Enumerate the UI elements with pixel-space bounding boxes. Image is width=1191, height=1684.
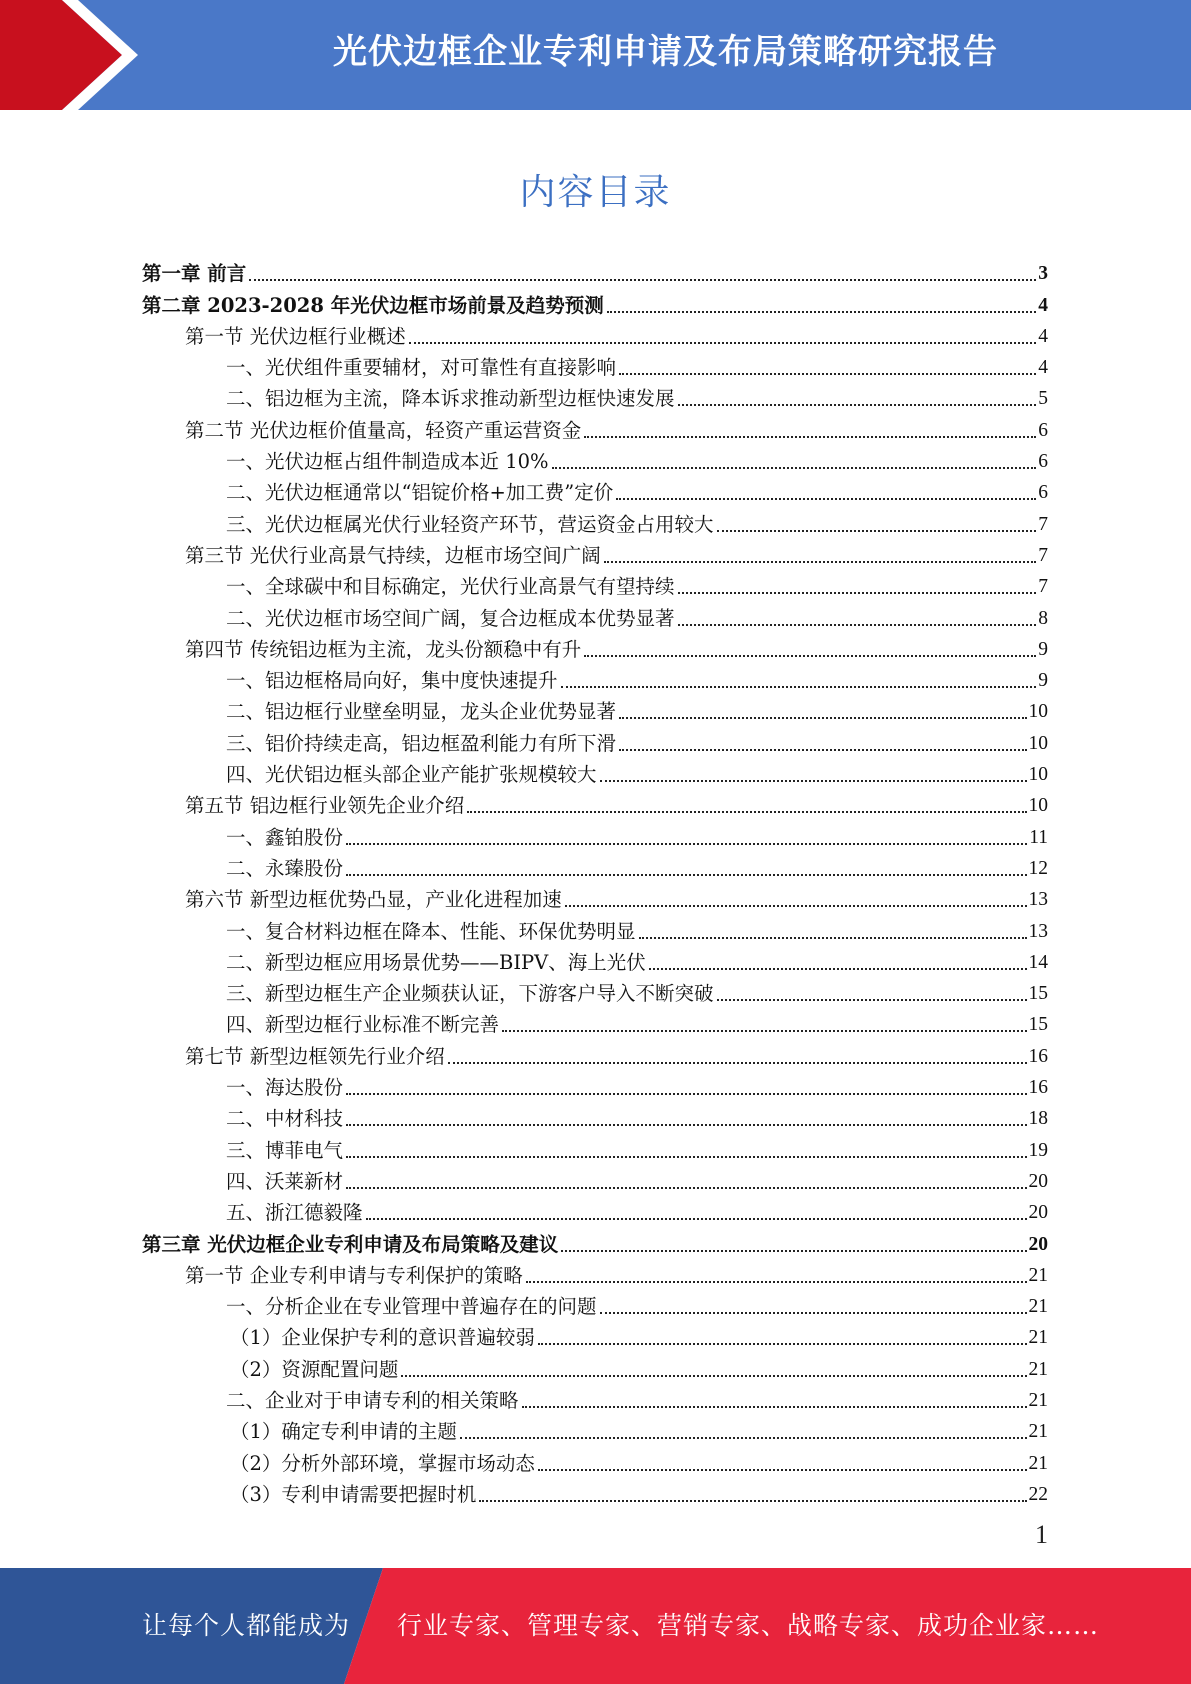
toc-entry-title: （1）确定专利申请的主题 — [230, 1420, 457, 1444]
toc-dot-leader — [526, 1281, 1027, 1283]
toc-entry-page: 14 — [1028, 951, 1048, 973]
toc-entry-page: 7 — [1038, 576, 1048, 598]
toc-entry[interactable] — [142, 1006, 1048, 1037]
toc-entry[interactable] — [142, 255, 1048, 286]
toc-entry-title: 二、中材科技 — [226, 1107, 344, 1131]
toc-entry-title: 三、博菲电气 — [226, 1138, 344, 1162]
toc-dot-leader — [346, 1187, 1026, 1189]
toc-entry[interactable] — [142, 380, 1048, 411]
toc-dot-leader — [619, 749, 1026, 751]
toc-entry[interactable] — [142, 411, 1048, 442]
toc-entry[interactable] — [142, 1350, 1048, 1381]
toc-entry[interactable] — [142, 1163, 1048, 1194]
toc-dot-leader — [479, 1500, 1026, 1502]
toc-entry-title: 第六节 新型边框优势凸显，产业化进程加速 — [185, 888, 562, 912]
toc-dot-leader — [607, 311, 1037, 313]
footer-slogan-right: 行业专家、管理专家、营销专家、战略专家、成功企业家…… — [397, 1611, 1100, 1640]
toc-entry-title: 三、铝价持续走高，铝边框盈利能力有所下滑 — [226, 731, 617, 755]
toc-entry[interactable] — [142, 1131, 1048, 1162]
toc-entry-title: （2）分析外部环境，掌握市场动态 — [230, 1451, 535, 1475]
toc-dot-leader — [717, 999, 1027, 1001]
toc-entry-title: 一、光伏组件重要辅材，对可靠性有直接影响 — [226, 356, 617, 380]
toc-dot-leader — [561, 1250, 1026, 1252]
toc-entry[interactable] — [142, 537, 1048, 568]
toc-entry-page: 5 — [1038, 388, 1048, 410]
toc-entry-page: 9 — [1038, 638, 1048, 660]
toc-entry-title: 四、沃莱新材 — [226, 1169, 344, 1193]
toc-dot-leader — [678, 592, 1037, 594]
toc-entry-title: 第一节 企业专利申请与专利保护的策略 — [185, 1263, 523, 1287]
toc-entry-title: 四、新型边框行业标准不断完善 — [226, 1013, 500, 1037]
toc-entry-page: 18 — [1028, 1108, 1048, 1130]
toc-entry[interactable] — [142, 349, 1048, 380]
toc-entry[interactable] — [142, 787, 1048, 818]
toc-entry-page: 20 — [1028, 1202, 1048, 1224]
toc-entry-page: 21 — [1028, 1264, 1048, 1286]
toc-entry-page: 16 — [1028, 1077, 1048, 1099]
toc-entry-page: 22 — [1028, 1483, 1048, 1505]
toc-entry-page: 6 — [1038, 419, 1048, 441]
toc-dot-leader — [346, 874, 1026, 876]
toc-entry-page: 4 — [1038, 325, 1048, 347]
toc-entry[interactable] — [142, 318, 1048, 349]
toc-dot-leader — [552, 467, 1037, 469]
toc-dot-leader — [467, 811, 1026, 813]
toc-entry-title: 第五节 铝边框行业领先企业介绍 — [185, 794, 465, 818]
toc-entry[interactable] — [142, 693, 1048, 724]
toc-entry-page: 21 — [1028, 1296, 1048, 1318]
toc-entry[interactable] — [142, 1037, 1048, 1068]
toc-heading: 内容目录 — [519, 172, 672, 213]
toc-entry-page: 4 — [1038, 357, 1048, 379]
toc-entry[interactable] — [142, 1288, 1048, 1319]
toc-dot-leader — [346, 843, 1027, 845]
toc-dot-leader — [346, 1093, 1026, 1095]
toc-entry-page: 21 — [1028, 1389, 1048, 1411]
toc-entry-page: 21 — [1028, 1452, 1048, 1474]
toc-entry-page: 15 — [1028, 1014, 1048, 1036]
toc-entry-page: 21 — [1028, 1358, 1048, 1380]
toc-entry[interactable] — [142, 1319, 1048, 1350]
toc-entry[interactable] — [142, 599, 1048, 630]
toc-entry-title: （3）专利申请需要把握时机 — [230, 1482, 477, 1506]
toc-entry-title: 第二章 2023-2028 年光伏边框市场前景及趋势预测 — [142, 293, 604, 317]
footer-banner — [0, 1568, 1191, 1684]
toc-dot-leader — [448, 1062, 1027, 1064]
toc-entry[interactable] — [142, 944, 1048, 975]
toc-dot-leader — [600, 780, 1027, 782]
toc-dot-leader — [717, 530, 1037, 532]
toc-entry[interactable] — [142, 568, 1048, 599]
toc-entry[interactable] — [142, 724, 1048, 755]
toc-entry-title: 一、铝边框格局向好，集中度快速提升 — [226, 669, 558, 693]
toc-entry-title: 二、光伏边框市场空间广阔，复合边框成本优势显著 — [226, 606, 675, 630]
toc-entry-title: 一、全球碳中和目标确定，光伏行业高景气有望持续 — [226, 575, 675, 599]
toc-entry-page: 10 — [1028, 701, 1048, 723]
toc-entry[interactable] — [142, 286, 1048, 317]
toc-entry-title: 五、浙江德毅隆 — [226, 1201, 363, 1225]
toc-dot-leader — [678, 624, 1037, 626]
toc-entry-title: 一、复合材料边框在降本、性能、环保优势明显 — [226, 919, 636, 943]
toc-entry-page: 15 — [1028, 983, 1048, 1005]
toc-entry[interactable] — [142, 912, 1048, 943]
toc-entry-title: 第三节 光伏行业高景气持续，边框市场空间广阔 — [185, 543, 601, 567]
toc-entry[interactable] — [142, 1069, 1048, 1100]
toc-entry[interactable] — [142, 1194, 1048, 1225]
toc-entry-title: （1）企业保护专利的意识普遍较弱 — [230, 1326, 535, 1350]
toc-entry-page: 11 — [1029, 826, 1048, 848]
toc-entry-title: 一、光伏边框占组件制造成本近 10% — [226, 450, 549, 474]
toc-entry-page: 21 — [1028, 1421, 1048, 1443]
toc-entry[interactable] — [142, 662, 1048, 693]
toc-dot-leader — [522, 1406, 1027, 1408]
toc-entry-title: 第四节 传统铝边框为主流，龙头份额稳中有升 — [185, 637, 582, 661]
toc-entry[interactable] — [142, 850, 1048, 881]
toc-entry[interactable] — [142, 1382, 1048, 1413]
toc-entry-page: 21 — [1028, 1327, 1048, 1349]
toc-entry-page: 10 — [1028, 764, 1048, 786]
toc-entry-title: 一、分析企业在专业管理中普遍存在的问题 — [226, 1295, 597, 1319]
toc-entry[interactable] — [142, 756, 1048, 787]
toc-entry-title: 二、永臻股份 — [226, 856, 344, 880]
toc-dot-leader — [619, 717, 1026, 719]
toc-dot-leader — [584, 436, 1036, 438]
toc-entry[interactable] — [142, 881, 1048, 912]
toc-entry[interactable] — [142, 1100, 1048, 1131]
chevron-arrow-icon — [0, 0, 160, 110]
toc-dot-leader — [249, 279, 1036, 281]
toc-dot-leader — [604, 561, 1037, 563]
toc-entry[interactable] — [142, 474, 1048, 505]
toc-dot-leader — [538, 1469, 1027, 1471]
toc-entry-title: 三、新型边框生产企业频获认证，下游客户导入不断突破 — [226, 982, 714, 1006]
toc-dot-leader — [401, 1375, 1026, 1377]
table-of-contents — [142, 255, 1048, 1507]
toc-entry-page: 8 — [1038, 607, 1048, 629]
toc-entry-page: 6 — [1038, 482, 1048, 504]
toc-entry-title: 第三章 光伏边框企业专利申请及布局策略及建议 — [142, 1232, 559, 1256]
toc-entry-title: 一、鑫铂股份 — [226, 825, 344, 849]
toc-entry-page: 12 — [1028, 857, 1048, 879]
toc-entry[interactable] — [142, 1225, 1048, 1256]
toc-entry-page: 4 — [1038, 294, 1048, 316]
toc-entry[interactable] — [142, 975, 1048, 1006]
toc-entry-page: 20 — [1028, 1233, 1048, 1255]
toc-entry-title: 第一章 前言 — [142, 262, 247, 286]
page-number: 1 — [1035, 1520, 1048, 1549]
toc-entry-title: 二、新型边框应用场景优势——BIPV、海上光伏 — [226, 950, 646, 974]
toc-entry-title: 三、光伏边框属光伏行业轻资产环节，营运资金占用较大 — [226, 512, 714, 536]
toc-entry-title: 二、光伏边框通常以“铝锭价格+加工费”定价 — [226, 481, 614, 505]
toc-entry-page: 6 — [1038, 451, 1048, 473]
toc-entry-page: 7 — [1038, 544, 1048, 566]
toc-dot-leader — [678, 404, 1037, 406]
toc-entry[interactable] — [142, 443, 1048, 474]
toc-dot-leader — [538, 1343, 1027, 1345]
toc-dot-leader — [584, 655, 1036, 657]
toc-dot-leader — [565, 905, 1027, 907]
header-banner — [0, 0, 1191, 110]
toc-entry-page: 20 — [1028, 1170, 1048, 1192]
toc-entry-page: 10 — [1028, 795, 1048, 817]
toc-entry[interactable] — [142, 818, 1048, 849]
toc-entry-title: 二、铝边框行业壁垒明显，龙头企业优势显著 — [226, 700, 617, 724]
toc-dot-leader — [502, 1030, 1026, 1032]
toc-dot-leader — [600, 1312, 1027, 1314]
toc-dot-leader — [460, 1437, 1027, 1439]
toc-entry-title: （2）资源配置问题 — [230, 1357, 399, 1381]
report-title: 光伏边框企业专利申请及布局策略研究报告 — [333, 32, 998, 72]
toc-entry-title: 第七节 新型边框领先行业介绍 — [185, 1044, 445, 1068]
toc-entry-page: 10 — [1028, 732, 1048, 754]
toc-entry-title: 二、铝边框为主流，降本诉求推动新型边框快速发展 — [226, 387, 675, 411]
toc-entry[interactable] — [142, 1257, 1048, 1288]
toc-entry[interactable] — [142, 505, 1048, 536]
toc-entry-page: 9 — [1038, 670, 1048, 692]
toc-entry-page: 13 — [1028, 920, 1048, 942]
toc-entry-title: 第一节 光伏边框行业概述 — [185, 324, 406, 348]
toc-dot-leader — [409, 342, 1037, 344]
toc-entry-page: 13 — [1028, 889, 1048, 911]
toc-dot-leader — [366, 1218, 1027, 1220]
toc-entry[interactable] — [142, 631, 1048, 662]
toc-dot-leader — [616, 498, 1036, 500]
toc-dot-leader — [346, 1124, 1026, 1126]
toc-entry-title: 四、光伏铝边框头部企业产能扩张规模较大 — [226, 763, 597, 787]
toc-entry-page: 16 — [1028, 1045, 1048, 1067]
toc-dot-leader — [619, 373, 1036, 375]
toc-entry[interactable] — [142, 1476, 1048, 1507]
toc-dot-leader — [649, 968, 1027, 970]
toc-dot-leader — [561, 686, 1037, 688]
toc-entry[interactable] — [142, 1413, 1048, 1444]
toc-entry[interactable] — [142, 1444, 1048, 1475]
toc-dot-leader — [346, 1156, 1026, 1158]
toc-entry-page: 3 — [1038, 263, 1048, 285]
footer-slogan-left: 让每个人都能成为 — [142, 1611, 351, 1640]
toc-entry-title: 第二节 光伏边框价值量高，轻资产重运营资金 — [185, 418, 582, 442]
toc-entry-title: 一、海达股份 — [226, 1076, 344, 1100]
toc-entry-page: 19 — [1028, 1139, 1048, 1161]
toc-entry-title: 二、企业对于申请专利的相关策略 — [226, 1388, 519, 1412]
toc-entry-page: 7 — [1038, 513, 1048, 535]
toc-dot-leader — [639, 937, 1027, 939]
